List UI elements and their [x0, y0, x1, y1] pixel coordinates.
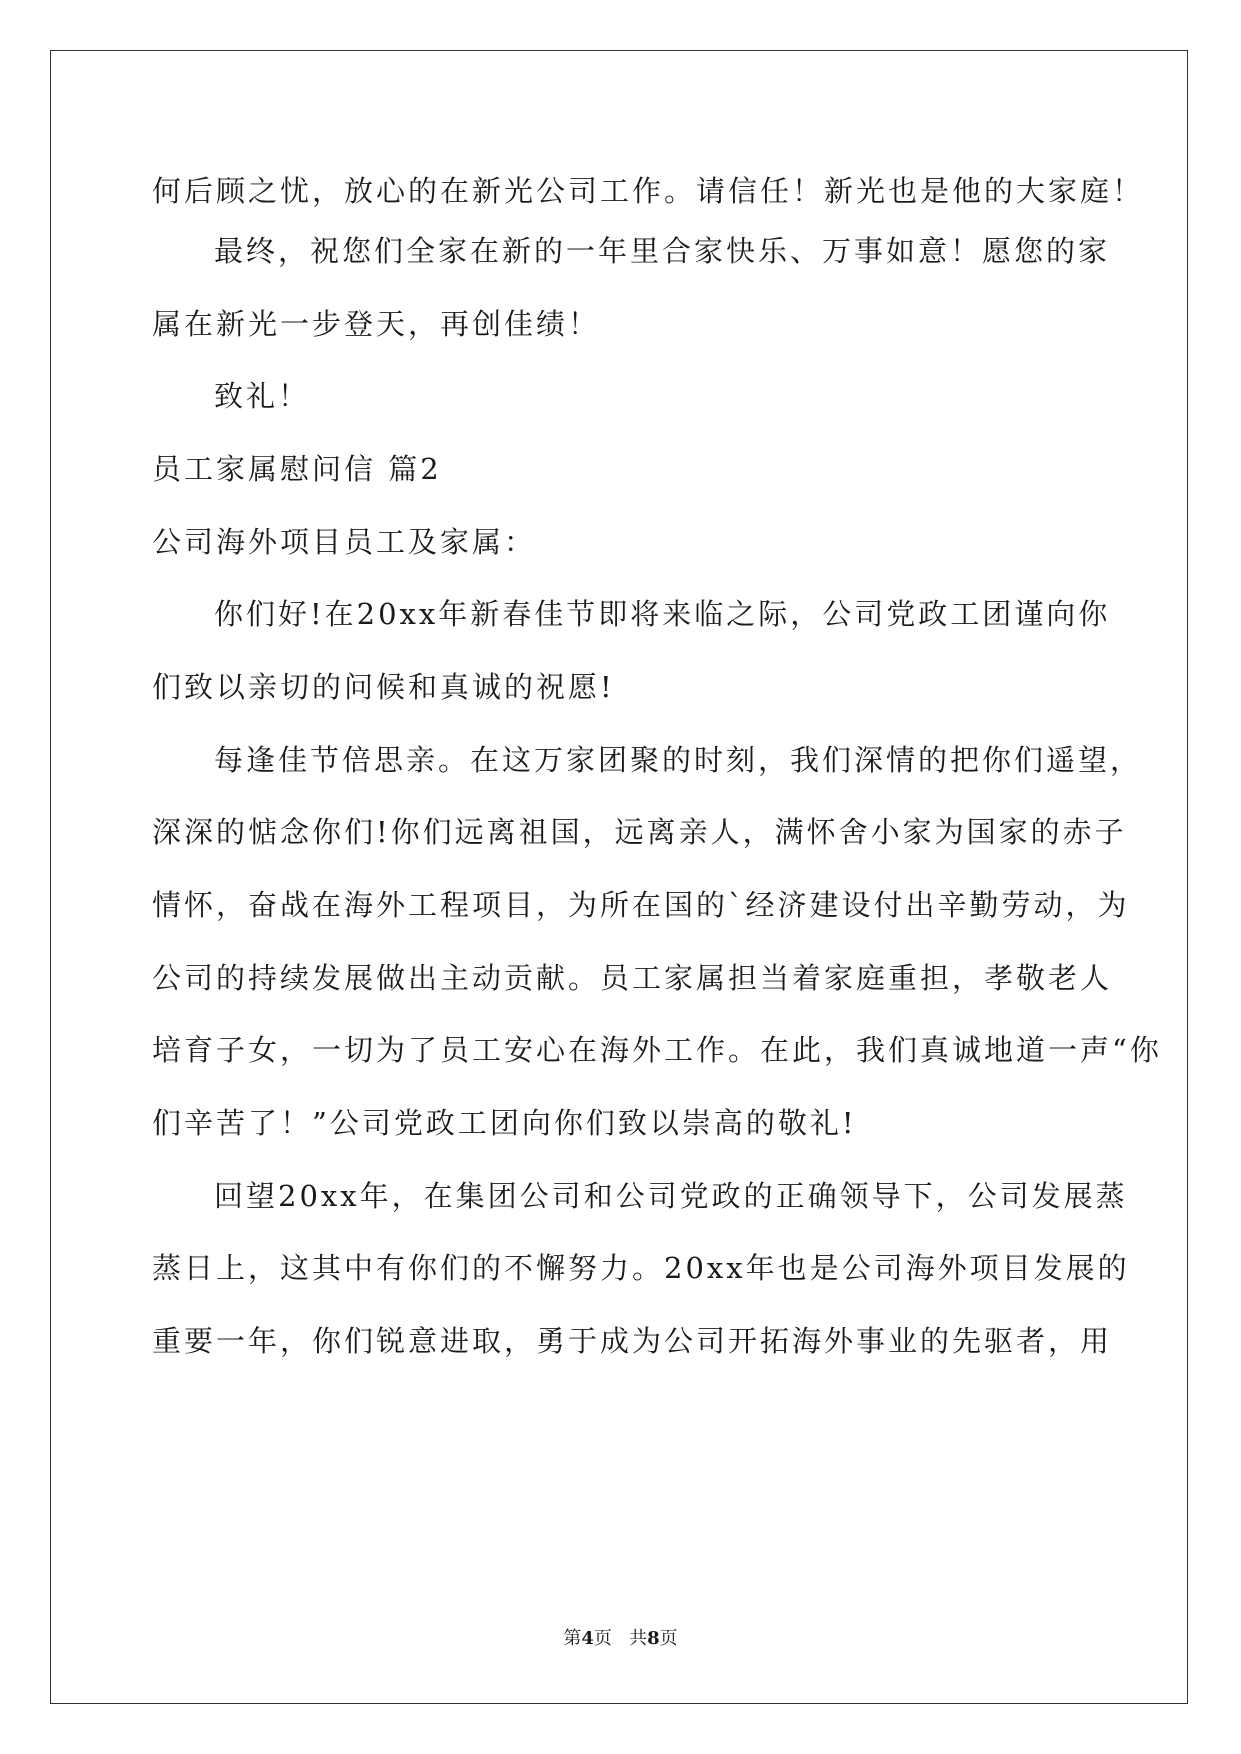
body-text-line: 何后顾之忧，放心的在新光公司工作。请信任！新光也是他的大家庭！	[152, 174, 1145, 208]
page-border	[50, 50, 1188, 1704]
body-text-line: 属在新光一步登天，再创佳绩！	[152, 307, 601, 341]
footer-prefix: 第	[563, 1628, 582, 1649]
closing-salutation: 致礼！	[214, 379, 311, 413]
body-text-line: 深深的惦念你们!你们远离祖国，远离亲人，满怀舍小家为国家的赤子	[152, 815, 1127, 849]
body-text-line: 情怀，奋战在海外工程项目，为所在国的`经济建设付出辛勤劳动，为	[152, 888, 1130, 922]
body-text-line: 回望20xx年，在集团公司和公司党政的正确领导下，公司发展蒸	[214, 1179, 1128, 1213]
body-text-line: 重要一年，你们锐意进取，勇于成为公司开拓海外事业的先驱者，用	[152, 1324, 1113, 1358]
section-heading: 员工家属慰问信 篇2	[152, 452, 442, 486]
body-text-line: 公司的持续发展做出主动贡献。员工家属担当着家庭重担，孝敬老人	[152, 961, 1113, 995]
body-text-line: 培育子女，一切为了员工安心在海外工作。在此，我们真诚地道一声“你	[152, 1033, 1162, 1067]
body-text-line: 每逢佳节倍思亲。在这万家团聚的时刻，我们深情的把你们遥望，	[214, 743, 1143, 777]
footer-suffix: 页	[659, 1628, 678, 1649]
body-text-line: 你们好!在20xx年新春佳节即将来临之际，公司党政工团谨向你	[214, 597, 1111, 631]
current-page-number: 4	[581, 1628, 594, 1649]
total-page-number: 8	[647, 1628, 660, 1649]
body-text-line: 最终，祝您们全家在新的一年里合家快乐、万事如意！愿您的家	[214, 234, 1111, 268]
footer-middle: 页 共	[593, 1628, 648, 1649]
body-text-line: 们致以亲切的问候和真诚的祝愿!	[152, 670, 615, 704]
body-text-line: 蒸日上，这其中有你们的不懈努力。20xx年也是公司海外项目发展的	[152, 1251, 1130, 1285]
page-number-footer	[0, 1628, 1241, 1650]
body-text-line: 们辛苦了！”公司党政工团向你们致以崇高的敬礼!	[152, 1106, 857, 1140]
recipient-line: 公司海外项目员工及家属：	[152, 525, 537, 559]
